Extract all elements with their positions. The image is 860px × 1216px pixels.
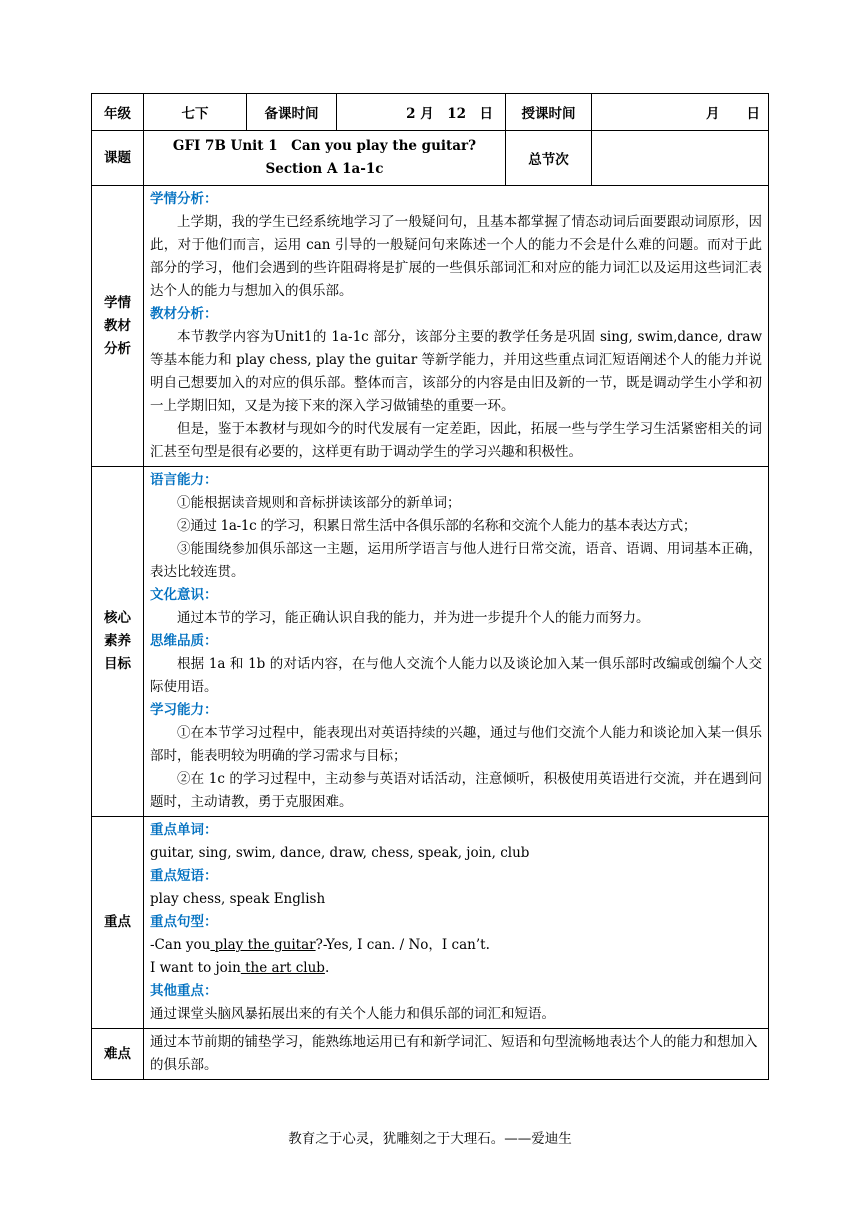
topic-title [144,131,506,186]
analysis-content [144,186,769,467]
footer-quote: 教育之于心灵，犹雕刻之于大理石。——爱迪生 [288,1131,572,1147]
teach-time-label: 授课时间 [506,94,592,131]
learning-item: ①在本节学习过程中，能表现出对英语持续的兴趣，通过与他们交流个人能力和谈论加入某一俱乐部时，能表明较为明确的学习需求与目标； [150,725,762,764]
sentence-text: . [324,960,330,976]
learning-item: ②在 1c 的学习过程中，主动参与英语对话活动，注意倾听，积极使用英语进行交流，并在遇到问题时，主动请教，勇于克服困难。 [150,771,762,810]
culture-heading: 文化意识： [150,587,218,603]
core-competency-content [144,467,769,817]
difficult-points-label: 难点 [92,1029,144,1080]
topic-title-line-1: GFI 7B Unit 1 Can you play the guitar? [172,138,477,154]
topic-row [92,131,769,186]
thinking-text: 根据 1a 和 1b 的对话内容，在与他人交流个人能力以及谈论加入某一俱乐部时改编或创编个人交际使用语。 [150,656,762,695]
language-item: ③能围绕参加俱乐部这一主题，运用所学语言与他人进行日常交流，语音、语调、用词基本正确，表达比较连贯。 [150,541,762,580]
prep-time-value: 2 月 12 日 [337,94,506,131]
key-points-content [144,817,769,1029]
other-key-points-heading: 其他重点： [150,983,218,999]
sentence-underlined: play the guitar [210,937,316,953]
thinking-heading: 思维品质： [150,633,218,649]
difficult-points-text: 通过本节前期的铺垫学习，能熟练地运用已有和新学词汇、短语和句型流畅地表达个人的能力和想加入的俱乐部。 [144,1029,769,1080]
lesson-plan-table [91,93,769,1080]
key-phrases-text: play chess, speak English [150,891,326,907]
student-analysis-text: 上学期，我的学生已经系统地学习了一般疑问句，且基本都掌握了情态动词后面要跟动词原形，因此，对于他们而言，运用 can 引导的一般疑问句来陈述一个人的能力不会是什么难的问题。而对于此部分的学习，他们会遇到的些许阻碍将是扩展的一些俱乐部词汇和对应的能力词汇以及运用这些词汇表达个人的能力与想加入的俱乐部。 [150,214,762,299]
key-sentence-1 [150,934,762,957]
grade-label: 年级 [92,94,144,131]
key-points-label: 重点 [92,817,144,1029]
analysis-label-line: 分析 [104,340,131,357]
culture-text: 通过本节的学习，能正确认识自我的能力，并为进一步提升个人的能力而努力。 [177,610,650,626]
topic-title-line-2: Section A 1a-1c [265,161,384,177]
other-key-points-text: 通过课堂头脑风暴拓展出来的有关个人能力和俱乐部的词汇和短语。 [150,1006,555,1022]
sentence-text: -Can you [150,937,211,953]
total-sessions-value [592,131,769,186]
key-sentence-2 [150,957,762,980]
total-sessions-label: 总节次 [506,131,592,186]
material-analysis-heading: 教材分析： [150,306,218,322]
student-analysis-heading: 学情分析： [150,191,218,207]
key-words-heading: 重点单词： [150,822,218,838]
analysis-label-line: 学情 [104,294,131,311]
analysis-row [92,186,769,467]
learning-ability-heading: 学习能力： [150,702,218,718]
language-ability-heading: 语言能力： [150,472,218,488]
key-words-text: guitar, sing, swim, dance, draw, chess, speak, join, club [150,845,530,861]
sentence-text: ?-Yes, I can. / No，I can’t. [315,937,490,953]
sentence-text: I want to join [150,960,241,976]
header-row [92,94,769,131]
language-item: ①能根据读音规则和音标拼读该部分的新单词； [177,495,461,511]
material-analysis-text: 本节教学内容为Unit1的 1a-1c 部分，该部分主要的教学任务是巩固 sing, swim,dance, draw等基本能力和 play chess, play the guitar 等新学能力，并用这些重点词汇短语阐述个人的能力并说明自己想要加入的对应的俱乐部。整体而言，该部分的内容是由旧及新的一节，既是调动学生小学和初一上学期旧知，又是为接下来的深入学习做铺垫的重要一环。 [150,329,762,414]
core-label-line: 核心 [104,610,131,626]
core-label-line: 素养 [104,633,131,649]
topic-label: 课题 [92,131,144,186]
material-analysis-text-2: 但是，鉴于本教材与现如今的时代发展有一定差距，因此，拓展一些与学生学习生活紧密相关的词汇甚至句型是很有必要的，这样更有助于调动学生的学习兴趣和积极性。 [150,421,762,460]
key-points-row [92,817,769,1029]
teach-time-value: 月 日 [592,94,769,131]
difficult-points-row [92,1029,769,1080]
key-phrases-heading: 重点短语： [150,868,218,884]
core-competency-label [92,467,144,817]
prep-time-label: 备课时间 [247,94,337,131]
language-item: ②通过 1a-1c 的学习，积累日常生活中各俱乐部的名称和交流个人能力的基本表达方式； [177,518,697,534]
key-sentences-heading: 重点句型： [150,914,218,930]
core-label-line: 目标 [104,656,131,672]
grade-value: 七下 [144,94,247,131]
sentence-underlined: the art club [240,960,325,976]
core-competency-row [92,467,769,817]
analysis-label [92,186,144,467]
analysis-label-line: 教材 [104,317,131,334]
